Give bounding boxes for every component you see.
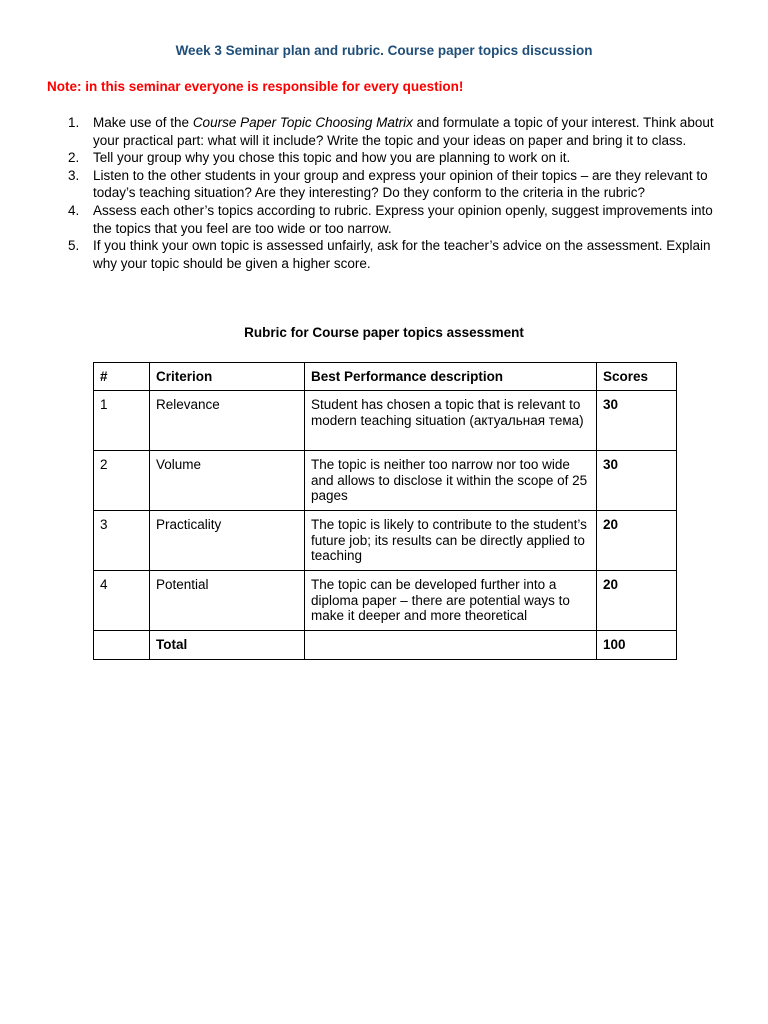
task-number: 1. (68, 115, 80, 130)
cell-score: 30 (597, 451, 677, 511)
task-item (68, 202, 723, 237)
seminar-note: Note: in this seminar everyone is responsible for every question! (47, 79, 464, 94)
header-number: # (94, 363, 150, 391)
task-text: Make use of the (93, 115, 193, 130)
cell-score: 20 (597, 571, 677, 631)
cell-score: 20 (597, 511, 677, 571)
document-title: Week 3 Seminar plan and rubric. Course paper topics discussion (175, 43, 593, 58)
task-number: 2. (68, 150, 80, 166)
table-total-row (94, 631, 677, 660)
task-text: Tell your group why you chose this topic and how you are planning to work on it. (93, 150, 571, 166)
task-number: 4. (68, 202, 80, 218)
cell-description: The topic is neither too narrow nor too wide and allows to disclose it within the scope of 25 pages (305, 451, 597, 511)
cell-number: 2 (94, 451, 150, 511)
task-item (68, 149, 723, 167)
task-item (68, 167, 723, 202)
cell-number: 4 (94, 571, 150, 631)
cell-total-score: 100 (597, 631, 677, 660)
task-item (68, 237, 723, 272)
cell-description-empty (305, 631, 597, 660)
cell-description: Student has chosen a topic that is relevant to modern teaching situation (актуальная тема) (305, 391, 597, 451)
task-text: Assess each other’s topics according to rubric. Express your opinion openly, suggest improvements into the topics that you feel are too wide or too narrow. (93, 202, 713, 236)
task-number: 5. (68, 238, 80, 254)
table-header-row (94, 363, 677, 391)
header-criterion: Criterion (150, 363, 305, 391)
rubric-title: Rubric for Course paper topics assessment (244, 325, 524, 340)
task-text: If you think your own topic is assessed unfairly, ask for the teacher’s advice on the assessment. Explain why your topic should be given a higher score. (93, 238, 711, 271)
task-list (68, 114, 723, 272)
cell-description: The topic is likely to contribute to the student’s future job; its results can be directly applied to teaching (305, 511, 597, 571)
cell-criterion: Practicality (150, 511, 305, 571)
table-row (94, 511, 677, 571)
cell-total-label: Total (150, 631, 305, 660)
table-row (94, 391, 677, 451)
task-text: and formulate a topic of your interest. Think about your practical part: what will it include? Write the topic and your ideas on paper and bring it to class. (93, 115, 714, 148)
cell-criterion: Volume (150, 451, 305, 511)
rubric-table (93, 362, 677, 660)
table-row (94, 451, 677, 511)
task-number: 3. (68, 167, 80, 183)
task-text: Listen to the other students in your group and express your opinion of their topics – are they relevant to today’s teaching situation? Are they interesting? Do they conform to the criteria in the rubric? (93, 167, 708, 201)
cell-criterion: Potential (150, 571, 305, 631)
header-scores: Scores (597, 363, 677, 391)
cell-description: The topic can be developed further into a diploma paper – there are potential ways to make it deeper and more theoretical (305, 571, 597, 631)
cell-criterion: Relevance (150, 391, 305, 451)
cell-number: 3 (94, 511, 150, 571)
header-description: Best Performance description (305, 363, 597, 391)
cell-number-empty (94, 631, 150, 660)
cell-score: 30 (597, 391, 677, 451)
task-text-italic: Course Paper Topic Choosing Matrix (192, 115, 413, 130)
task-item (68, 114, 723, 149)
table-row (94, 571, 677, 631)
cell-number: 1 (94, 391, 150, 451)
